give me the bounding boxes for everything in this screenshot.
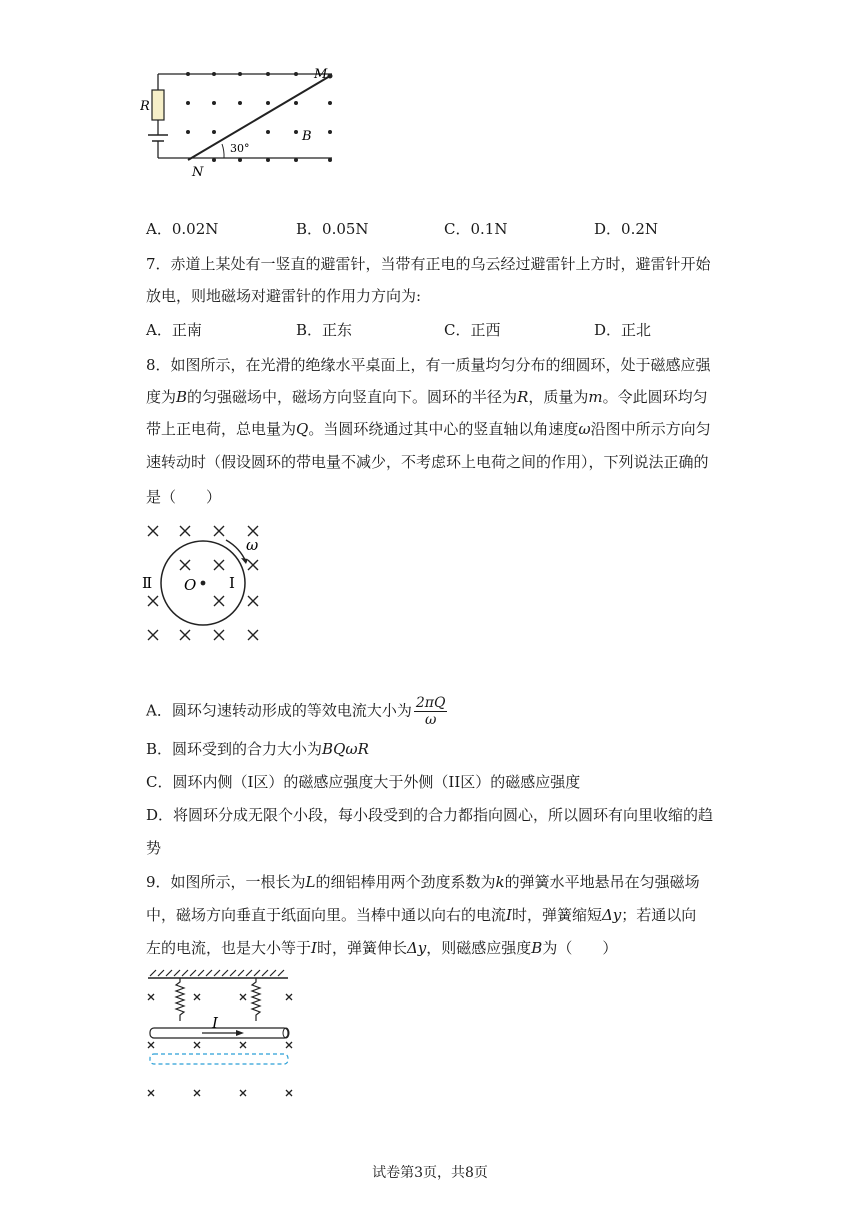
q8-line-1: 8．如图所示，在光滑的绝缘水平桌面上，有一质量均匀分布的细圆环，处于磁感应强 <box>146 356 711 374</box>
rod-mn <box>188 76 330 160</box>
q7-option-c: C．正西 <box>444 321 501 339</box>
label-b: B <box>302 129 312 144</box>
q9-line-2: 中，磁场方向垂直于纸面向里。当棒中通以向右的电流I时，弹簧缩短Δy；若通以向 <box>146 906 697 924</box>
spring-right <box>252 978 260 1021</box>
q7-line-2: 放电，则地磁场对避雷针的作用力方向为: <box>146 287 422 305</box>
q8-line-3: 带上正电荷，总电量为Q。当圆环绕通过其中心的竖直轴以角速度ω沿图中所示方向匀 <box>146 420 711 438</box>
center-dot <box>201 581 206 586</box>
q6-option-b: B．0.05N <box>296 220 369 238</box>
q8-option-a: A．圆环匀速转动形成的等效电流大小为 $\frac{2\pi Q}{\omega}$ <box>146 695 446 728</box>
q8-line-5: 是（ ） <box>146 488 222 506</box>
resistor <box>152 90 164 120</box>
label-zone-2: Ⅱ <box>142 574 153 592</box>
q6-option-c: C．0.1N <box>444 220 508 238</box>
fraction-current: $\frac{2\pi Q}{\omega}$ <box>415 695 446 728</box>
q8-line-2: 度为B的匀强磁场中，磁场方向竖直向下。圆环的半径为R，质量为m。令此圆环均匀 <box>146 388 708 406</box>
label-o: O <box>184 576 197 594</box>
label-angle: 30° <box>230 142 250 155</box>
spring-left <box>176 978 184 1021</box>
field-crosses-q9 <box>148 994 292 1096</box>
page-footer: 试卷第3页，共8页 <box>372 1165 488 1181</box>
figure-ring-field <box>140 518 270 648</box>
label-m: M <box>314 67 328 82</box>
q7-option-b: B．正东 <box>296 321 353 339</box>
q8-option-b: B．圆环受到的合力大小为BQωR <box>146 740 369 758</box>
q6-option-a: A．0.02N <box>146 220 219 238</box>
label-n: N <box>192 165 204 180</box>
figure-springs-rod <box>140 966 300 1108</box>
rod-dashed-position <box>150 1054 288 1064</box>
figure-rails-rod <box>140 62 340 180</box>
q6-option-d: D．0.2N <box>594 220 659 238</box>
q8-option-d-line-2: 势 <box>146 839 162 857</box>
q8-option-c: C．圆环内侧（I区）的磁感应强度大于外侧（II区）的磁感应强度 <box>146 773 581 791</box>
ceiling-hatch <box>150 970 284 976</box>
label-r: R <box>140 99 150 114</box>
label-current: I <box>212 1014 218 1032</box>
q9-line-1: 9．如图所示，一根长为L的细铝棒用两个劲度系数为k的弹簧水平地悬吊在匀强磁场 <box>146 873 700 891</box>
label-zone-1: Ⅰ <box>229 574 235 592</box>
q7-line-1: 7．赤道上某处有一竖直的避雷针，当带有正电的乌云经过避雷针上方时，避雷针开始 <box>146 255 711 273</box>
q8-option-d-line-1: D．将圆环分成无限个小段，每小段受到的合力都指向圆心，所以圆环有向里收缩的趋 <box>146 806 714 824</box>
q7-option-d: D．正北 <box>594 321 652 339</box>
label-omega: ω <box>246 536 259 554</box>
q8-line-4: 速转动时（假设圆环的带电量不减少，不考虑环上电荷之间的作用），下列说法正确的 <box>146 453 709 471</box>
q7-option-a: A．正南 <box>146 321 202 339</box>
q9-line-3: 左的电流，也是大小等于I时，弹簧伸长Δy，则磁感应强度B为（ ） <box>146 939 618 957</box>
